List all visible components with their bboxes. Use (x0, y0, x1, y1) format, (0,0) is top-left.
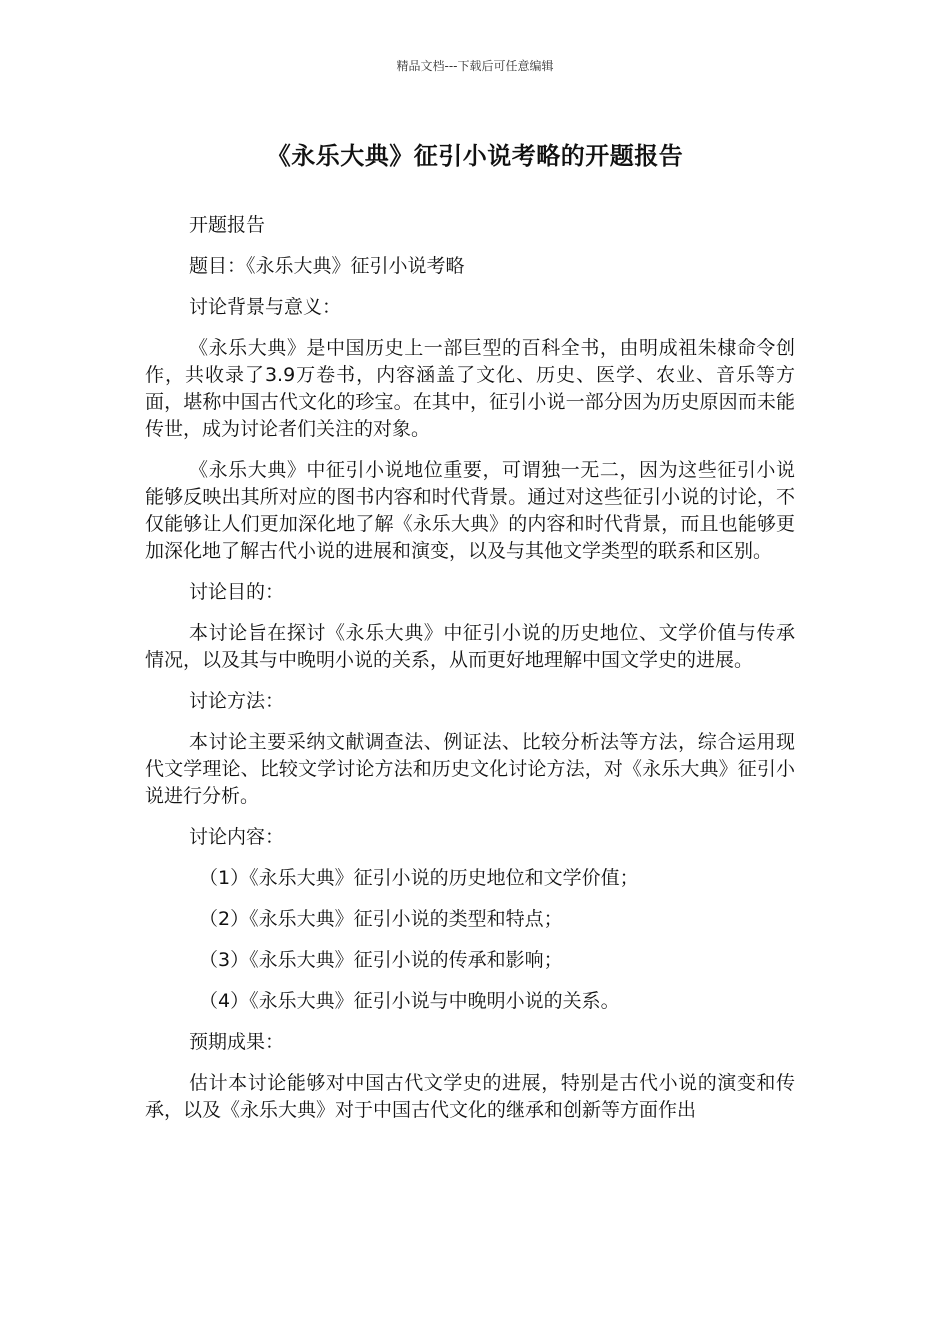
background-paragraph-1: 《永乐大典》是中国历史上一部巨型的百科全书，由明成祖朱棣命令创作，共收录了3.9万卷书，内容涵盖了文化、历史、医学、农业、音乐等方面，堪称中国古代文化的珍宝。在其中，征引小说一部分因为历史原因而未能传世，成为讨论者们关注的对象。 (145, 337, 795, 440)
purpose-paragraph: 本讨论旨在探讨《永乐大典》中征引小说的历史地位、文学价值与传承情况，以及其与中晚明小说的关系，从而更好地理解中国文学史的进展。 (145, 622, 795, 671)
content-item-4: （4）《永乐大典》征引小说与中晚明小说的关系。 (199, 990, 620, 1012)
background-heading: 讨论背景与意义： (189, 296, 342, 318)
content-heading: 讨论内容： (189, 826, 285, 848)
document-title: 《永乐大典》征引小说考略的开题报告 (266, 142, 684, 170)
document-body (145, 212, 795, 1138)
content-item-3: （3）《永乐大典》征引小说的传承和影响； (199, 949, 563, 971)
background-paragraph-2: 《永乐大典》中征引小说地位重要，可谓独一无二，因为这些征引小说能够反映出其所对应的图书内容和时代背景。通过对这些征引小说的讨论，不仅能够让人们更加深化地了解《永乐大典》的内容和时代背景，而且也能够更加深化地了解古代小说的进展和演变，以及与其他文学类型的联系和区别。 (145, 459, 795, 562)
content-item-2: （2）《永乐大典》征引小说的类型和特点； (199, 908, 563, 930)
report-label: 开题报告 (189, 214, 266, 236)
content-item-1: （1）《永乐大典》征引小说的历史地位和文学价值； (199, 867, 639, 889)
results-paragraph: 估计本讨论能够对中国古代文学史的进展，特别是古代小说的演变和传承，以及《永乐大典》对于中国古代文化的继承和创新等方面作出 (145, 1072, 795, 1121)
page-header: 精品文档---下载后可任意编辑 (396, 59, 554, 73)
method-heading: 讨论方法： (189, 690, 285, 712)
purpose-heading: 讨论目的： (189, 581, 285, 603)
method-paragraph: 本讨论主要采纳文献调查法、例证法、比较分析法等方法，综合运用现代文学理论、比较文学讨论方法和历史文化讨论方法，对《永乐大典》征引小说进行分析。 (145, 731, 795, 807)
topic-line: 题目：《永乐大典》征引小说考略 (189, 255, 465, 277)
results-heading: 预期成果： (189, 1031, 285, 1053)
